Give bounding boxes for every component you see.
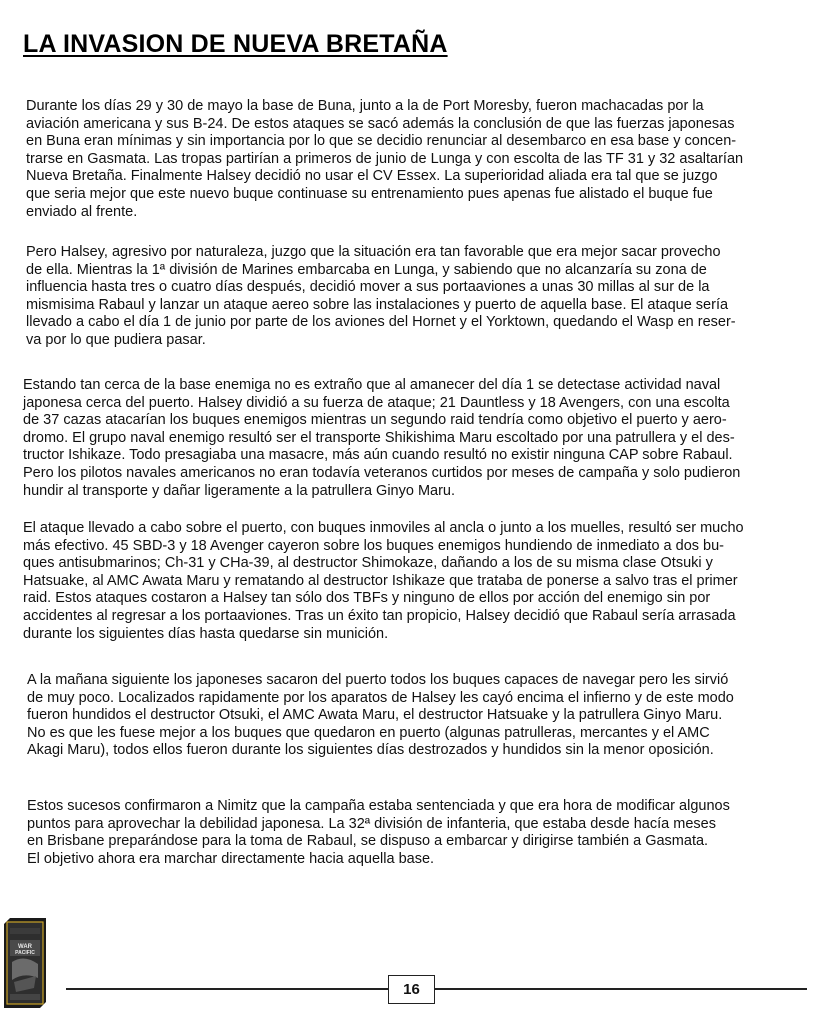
page-number: 16 [388, 975, 435, 1004]
footer-rule-right [435, 988, 807, 990]
paragraph: Durante los días 29 y 30 de mayo la base de Buna, junto a la de Port Moresby, fueron machacadas por la aviación americana y sus B-24. De estos ataques se sacó además la conclusión de que las fuerzas japonesas en Buna eran mínimas y sin importancia por lo que se decidio renunciar al desembarco en esa base y concen- trarse en Gasmata. Las tropas partirían a primeros de junio de Lunga y con escolta de las TF 31 y 32 asaltarían Nueva Bretaña. Finalmente Halsey decidió no usar el CV Essex. La superioridad aliada era tal que se juzgo que seria mejor que este nuevo buque continuase su entrenamiento pues apenas fue alistado el buque fue enviado al frente. [26, 98, 744, 220]
footer-rule-left [66, 988, 388, 990]
paragraph: Estos sucesos confirmaron a Nimitz que la campaña estaba sentenciada y que era hora de modificar algunos puntos para aprovechar la debilidad japonesa. La 32ª división de infanteria, que estaba desde hacía meses en Brisbane preparándose para la toma de Rabaul, se dispuso a embarcar y dirigirse también a Gasmata. El objetivo ahora era marchar directamente hacia aquella base. [27, 798, 730, 867]
paragraph: Pero Halsey, agresivo por naturaleza, juzgo que la situación era tan favorable que era mejor sacar provecho de ella. Mientras la 1ª división de Marines embarcaba en Lunga, y sabiendo que no alcanzaría su zona de influencia hasta tres o cuatro días después, decidió mover a sus portaaviones a unas 30 millas al sur de la mismisima Rabaul y lanzar un ataque aereo sobre las instalaciones y puerto de aquella base. El ataque sería llevado a cabo el día 1 de junio por parte de los aviones del Hornet y el Yorktown, quedando el Wasp en reser- va por lo que pudiera pasar. [26, 244, 736, 348]
paragraph: El ataque llevado a cabo sobre el puerto, con buques inmoviles al ancla o junto a los muelles, resultó ser mucho más efectivo. 45 SBD-3 y 18 Avenger cayeron sobre los buques enemigos hundiendo de inmediato a dos bu- ques antisubmarinos; Ch-31 y CHa-39, al destructor Shimokaze, dañando a los de su misma clase Otsuki y Hatsuake, al AMC Awata Maru y rematando al destructor Ishikaze que trataba de ponerse a salvo tras el primer raid. Estos ataques costaron a Halsey tan sólo dos TBFs y ninguno de ellos por acción del enemigo sin por accidentes al regresar a los portaaviones. Tras un éxito tan propicio, Halsey decidió que Rabaul sería arrasada durante los siguientes días hasta quedarse sin munición. [23, 520, 744, 642]
svg-text:WAR: WAR [18, 944, 32, 950]
game-box-image [4, 918, 46, 1008]
svg-text:PACIFIC: PACIFIC [15, 950, 35, 956]
paragraph: A la mañana siguiente los japoneses sacaron del puerto todos los buques capaces de navegar pero les sirvió de muy poco. Localizados rapidamente por los aparatos de Halsey les cayó encima el infierno y de este modo fueron hundidos el destructor Otsuki, el AMC Awata Maru, el destructor Hatsuake y la patrullera Ginyo Maru. No es que les fuese mejor a los buques que quedaron en puerto (algunas patrulleras, mercantes y el AMC Akagi Maru), todos ellos fueron durante los siguientes días destrozados y hundidos sin la menor oposición. [27, 672, 734, 759]
page-title: LA INVASION DE NUEVA BRETAÑA [23, 30, 448, 58]
paragraph: Estando tan cerca de la base enemiga no es extraño que al amanecer del día 1 se detectase actividad naval japonesa cerca del puerto. Halsey dividió a su fuerza de ataque; 21 Dauntless y 18 Avengers, con una escolta de 37 cazas atacarían los buques enemigos mientras un segundo raid tendría como objetivo el puerto y aero- dromo. El grupo naval enemigo resultó ser el transporte Shikishima Maru escoltado por una patrullera y el des- tructor Ishikaze. Todo presagiaba una masacre, más aún cuando resultó no existir ninguna CAP sobre Rabaul. Pero los pilotos navales americanos no eran todavía veteranos curtidos por meses de campaña y solo pudieron hundir al transporte y dañar ligeramente a la patrullera Ginyo Maru. [23, 377, 741, 499]
